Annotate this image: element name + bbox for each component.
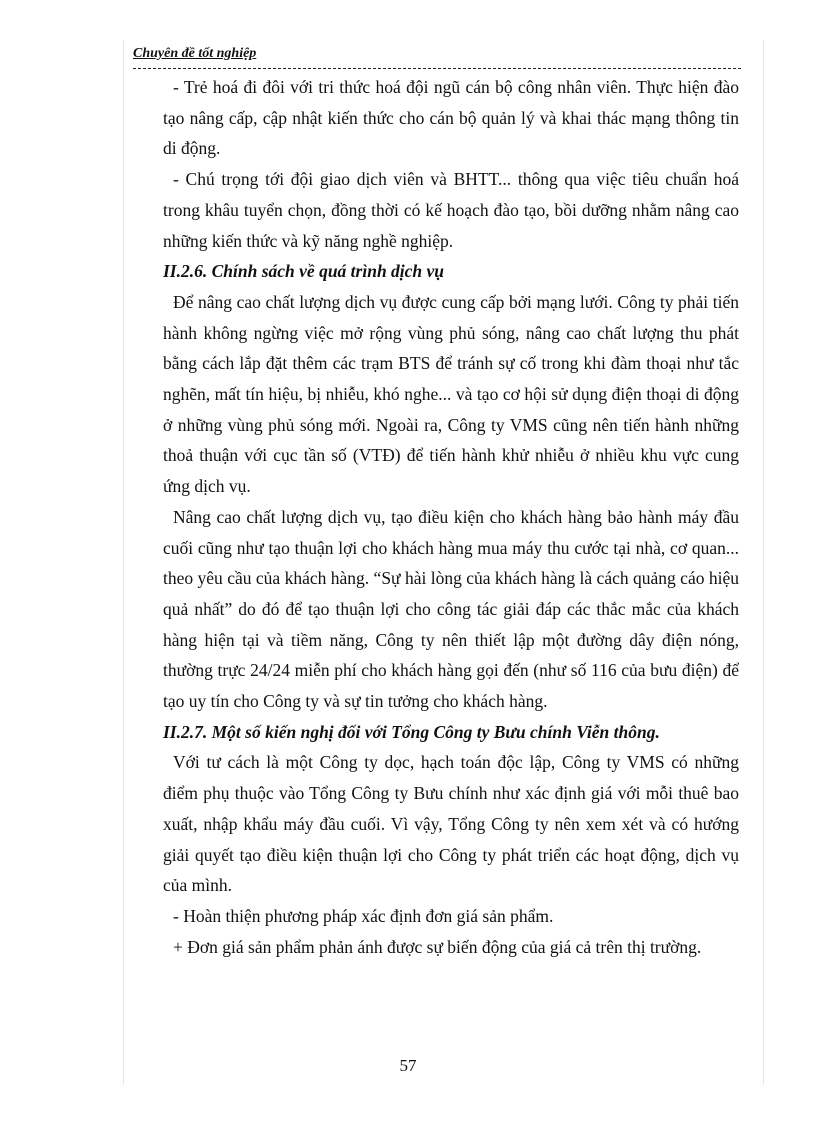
- paragraph-pricing-method: - Hoàn thiện phương pháp xác định đơn giá sản phẩm.: [173, 905, 554, 926]
- paragraph-transaction-staff: - Chú trọng tới đội giao dịch viên và BHTT... thông qua việc tiêu chuẩn hoá trong khâu tuyển chọn, đồng thời có kế hoạch đào tạo, bồi dưỡng nhằm nâng cao những kiến thức và kỹ năng nghề nghiệp.: [163, 169, 739, 251]
- section-heading-2-2-7: II.2.7. Một số kiến nghị đối với Tổng Công ty Bưu chính Viễn thông.: [163, 721, 660, 742]
- section-heading-2-2-6: II.2.6. Chính sách về quá trình dịch vụ: [163, 261, 445, 282]
- paragraph-price-fluctuation: + Đơn giá sản phẩm phản ánh được sự biến động của giá cả trên thị trường.: [173, 936, 702, 957]
- header-title: Chuyên đề tốt nghiệp: [133, 46, 257, 61]
- document-body: [163, 72, 739, 962]
- paragraph-customer-support: Nâng cao chất lượng dịch vụ, tạo điều kiện cho khách hàng bảo hành máy đầu cuối cũng như tạo thuận lợi cho khách hàng mua máy thu cước tại nhà, cơ quan... theo yêu cầu của khách hàng. “Sự hài lòng của khách hàng là cách quảng cáo hiệu quả nhất” do đó để tạo thuận lợi cho công tác giải đáp các thắc mắc của khách hàng hiện tại và tiềm năng, Công ty nên thiết lập một đường dây điện nóng, thường trực 24/24 miễn phí cho khách hàng gọi đến (như số 116 của bưu điện) để tạo uy tín cho Công ty và sự tin tưởng cho khách hàng.: [163, 506, 739, 712]
- paragraph-staff-training: - Trẻ hoá đi đôi với tri thức hoá đội ngũ cán bộ công nhân viên. Thực hiện đào tạo nâng cấp, cập nhật kiến thức cho cán bộ quản lý và khai thác mạng thông tin di động.: [163, 77, 739, 159]
- paragraph-vms-dependency: Với tư cách là một Công ty dọc, hạch toán độc lập, Công ty VMS có những điểm phụ thuộc vào Tổng Công ty Bưu chính như xác định giá với mỗi thuê bao xuất, nhập khẩu máy đầu cuối. Vì vậy, Tổng Công ty nên xem xét và có hướng giải quyết tạo điều kiện thuận lợi cho Công ty phát triển các hoạt động, dịch vụ của mình.: [163, 752, 739, 896]
- page-number: 57: [399, 1056, 417, 1075]
- paragraph-service-quality: Để nâng cao chất lượng dịch vụ được cung cấp bởi mạng lưới. Công ty phải tiến hành không ngừng việc mở rộng vùng phủ sóng, nâng cao chất lượng thu phát bằng cách lắp đặt thêm các trạm BTS để tránh sự cố trong khi đàm thoại như tắc nghẽn, mất tín hiệu, bị nhiễu, khó nghe... và tạo cơ hội sử dụng điện thoại di động ở những vùng phủ sóng mới. Ngoài ra, Công ty VMS cũng nên tiến hành những thoả thuận với cục tần số (VTĐ) để tiến hành khử nhiễu ở nhiều khu vực cung ứng dịch vụ.: [163, 291, 739, 497]
- page-header: [133, 44, 741, 69]
